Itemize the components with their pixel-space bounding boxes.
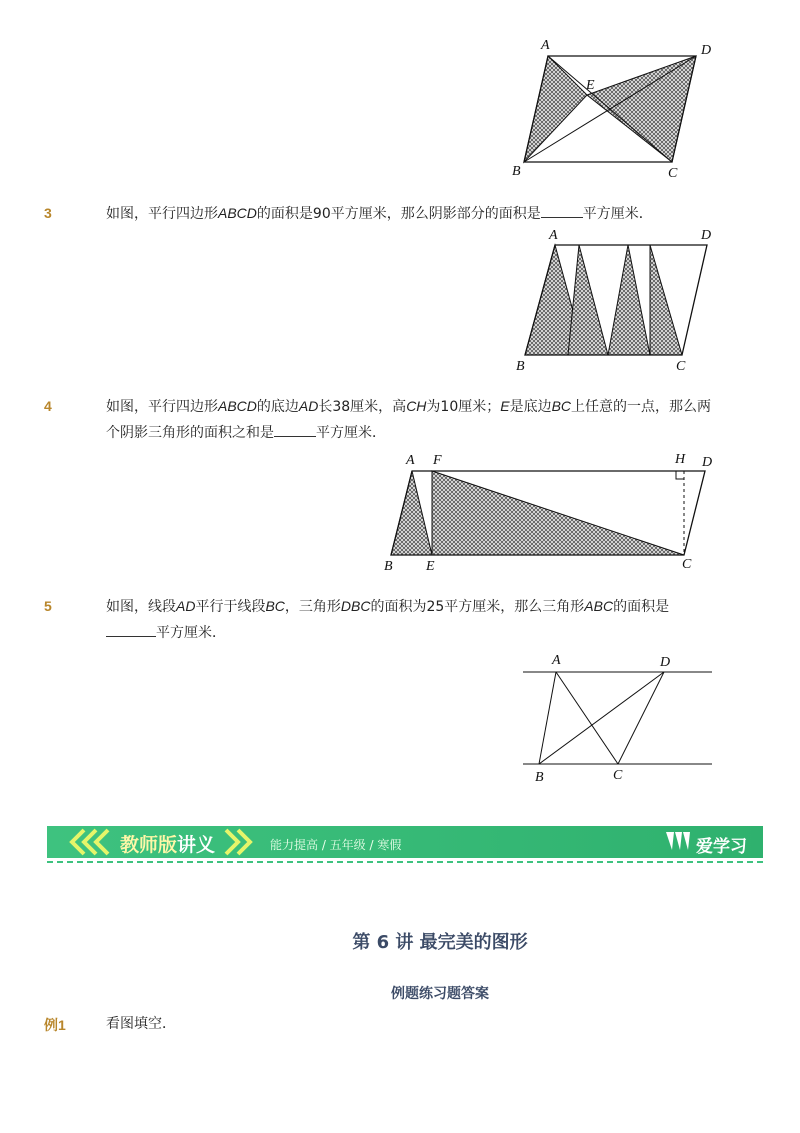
figure-q3	[510, 225, 730, 375]
label-A: A	[406, 453, 415, 468]
banner-divider	[47, 861, 763, 863]
example-text: 看图填空．	[106, 1016, 176, 1032]
answer-blank[interactable]	[106, 622, 156, 637]
shaded-triangle	[432, 471, 684, 555]
label-D: D	[701, 228, 712, 243]
label-B: B	[512, 164, 521, 179]
answer-blank[interactable]	[274, 422, 316, 437]
label-A: A	[541, 38, 550, 53]
chevron-right-icon	[220, 826, 260, 858]
shaded-triangle	[391, 471, 432, 555]
question-text: 如图，线段AD平行于线段BC，三角形DBC的面积为25平方厘米，那么三角形ABC的面积是 平方厘米．	[106, 598, 670, 641]
shaded-triangle	[650, 245, 682, 355]
question-text: 如图，平行四边形ABCD的底边AD长38厘米，高CH为10厘米；E是底边BC上任意的一点，那么两 个阴影三角形的面积之和是 平方厘米．	[106, 398, 712, 441]
label-C: C	[682, 557, 692, 572]
label-C: C	[668, 166, 678, 181]
label-C: C	[613, 768, 623, 783]
example-label: 例1	[44, 1017, 66, 1033]
answer-blank[interactable]	[541, 203, 583, 218]
shaded-triangle	[608, 245, 650, 355]
banner-title: 教师版讲义	[120, 834, 216, 856]
lecture-title: 第 6 讲 最完美的图形	[352, 932, 528, 953]
figure-top	[500, 32, 730, 187]
question-number: 3	[44, 205, 52, 221]
label-B: B	[535, 770, 544, 785]
logo-icon	[664, 828, 696, 854]
lecture-subtitle: 例题练习题答案	[391, 986, 489, 1002]
label-D: D	[702, 455, 713, 470]
label-D: D	[660, 655, 671, 670]
label-F: F	[433, 453, 442, 468]
shaded-triangle-right	[587, 56, 696, 162]
shaded-triangle	[568, 245, 608, 355]
label-A: A	[549, 228, 558, 243]
question-number: 5	[44, 598, 52, 614]
label-B: B	[384, 559, 393, 574]
label-E: E	[586, 78, 595, 93]
figure-q5	[515, 648, 720, 788]
figure-q4	[380, 448, 720, 578]
chevron-left-icon	[62, 826, 122, 858]
label-A: A	[552, 653, 561, 668]
shaded-triangle-left	[524, 56, 587, 162]
banner-subtitle: 能力提高 / 五年级 / 寒假	[270, 838, 402, 852]
question-text: 如图，平行四边形ABCD的面积是90平方厘米，那么阴影部分的面积是 平方厘米．	[106, 205, 653, 222]
question-number: 4	[44, 398, 52, 414]
label-E: E	[426, 559, 435, 574]
label-B: B	[516, 359, 525, 374]
label-C: C	[676, 359, 686, 374]
label-H: H	[675, 452, 686, 467]
label-D: D	[701, 43, 712, 58]
brand-logo: 爱学习	[696, 837, 747, 857]
